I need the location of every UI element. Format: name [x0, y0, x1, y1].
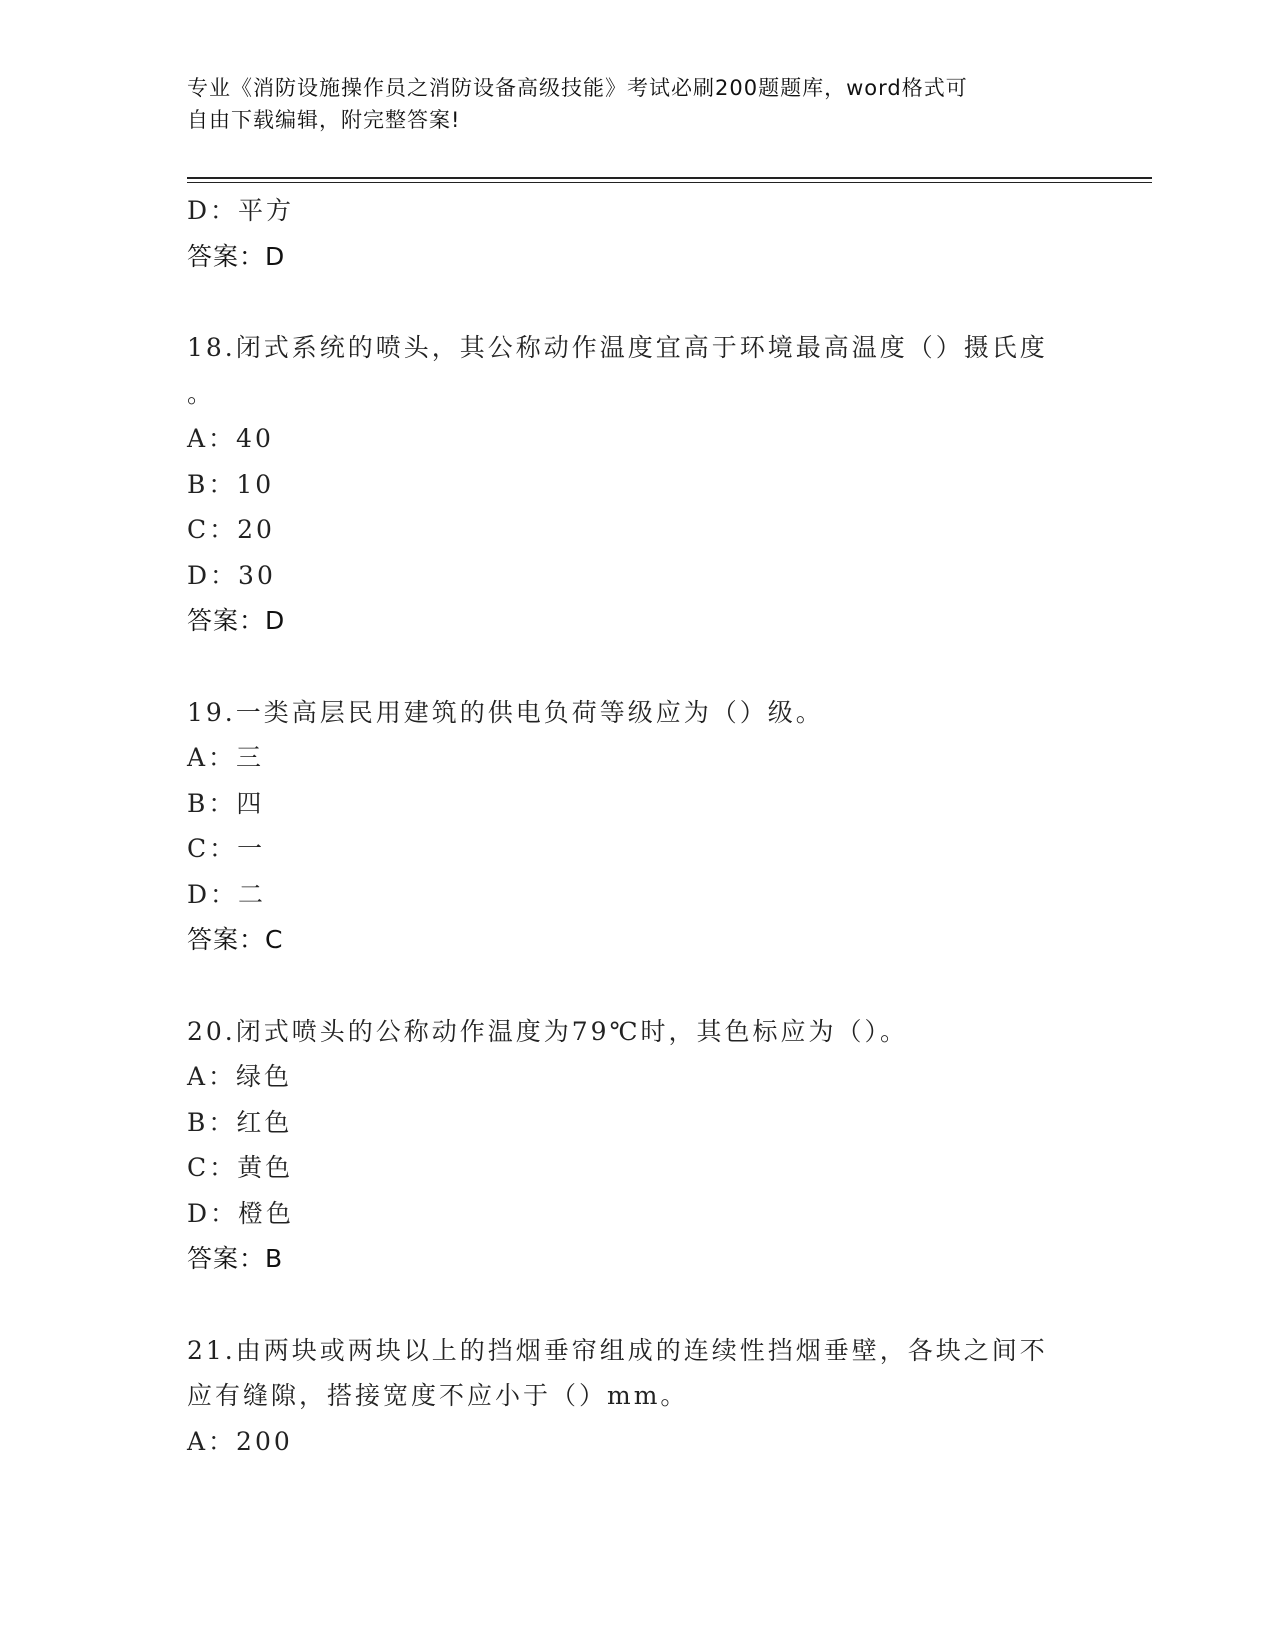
question-19-stem: 19.一类高层民用建筑的供电负荷等级应为（）级。 — [187, 697, 824, 727]
question-21-stem: 21.由两块或两块以上的挡烟垂帘组成的连续性挡烟垂壁，各块之间不 — [187, 1335, 1048, 1365]
spacer — [187, 644, 1087, 690]
question-19-option-b: B：四 — [187, 788, 265, 818]
question-19-answer: 答案：C — [187, 925, 284, 954]
question-20-option-b: B：红色 — [187, 1107, 293, 1137]
header-rule-thick — [187, 177, 1152, 179]
document-header — [187, 72, 1087, 136]
answer-line: 答案：D — [187, 241, 286, 271]
header-rule-thin — [187, 182, 1152, 183]
question-18-stem: 18.闭式系统的喷头，其公称动作温度宜高于环境最高温度（）摄氏度 — [187, 333, 1048, 362]
question-19-option-d: D：二 — [187, 879, 267, 909]
spacer — [187, 279, 1087, 325]
question-19-option-a: A：三 — [187, 743, 265, 772]
document-body — [187, 188, 1087, 1464]
question-20-option-c: C：黄色 — [187, 1153, 294, 1182]
header-line-1: 专业《消防设施操作员之消防设备高级技能》考试必刷200题题库，word格式可 — [187, 76, 968, 100]
question-18-stem-cont: 。 — [187, 378, 216, 408]
question-21-stem-cont: 应有缝隙，搭接宽度不应小于（）mm。 — [187, 1381, 689, 1410]
question-18-option-a: A：40 — [187, 424, 274, 453]
question-18-answer: 答案：D — [187, 606, 286, 635]
question-20-stem: 20.闭式喷头的公称动作温度为79℃时，其色标应为（）。 — [187, 1016, 909, 1046]
spacer — [187, 1282, 1087, 1328]
option-d: D：平方 — [187, 196, 295, 225]
header-line-2: 自由下载编辑，附完整答案! — [187, 108, 461, 132]
question-19-option-c: C：一 — [187, 834, 266, 863]
spacer — [187, 963, 1087, 1009]
question-20-answer: 答案：B — [187, 1244, 284, 1273]
question-18-option-b: B：10 — [187, 469, 275, 499]
question-18-option-d: D：30 — [187, 560, 276, 590]
question-20-option-d: D：橙色 — [187, 1198, 295, 1228]
question-21-option-a: A：200 — [187, 1426, 293, 1456]
question-18-option-c: C：20 — [187, 515, 275, 544]
question-20-option-a: A：绿色 — [187, 1062, 293, 1091]
